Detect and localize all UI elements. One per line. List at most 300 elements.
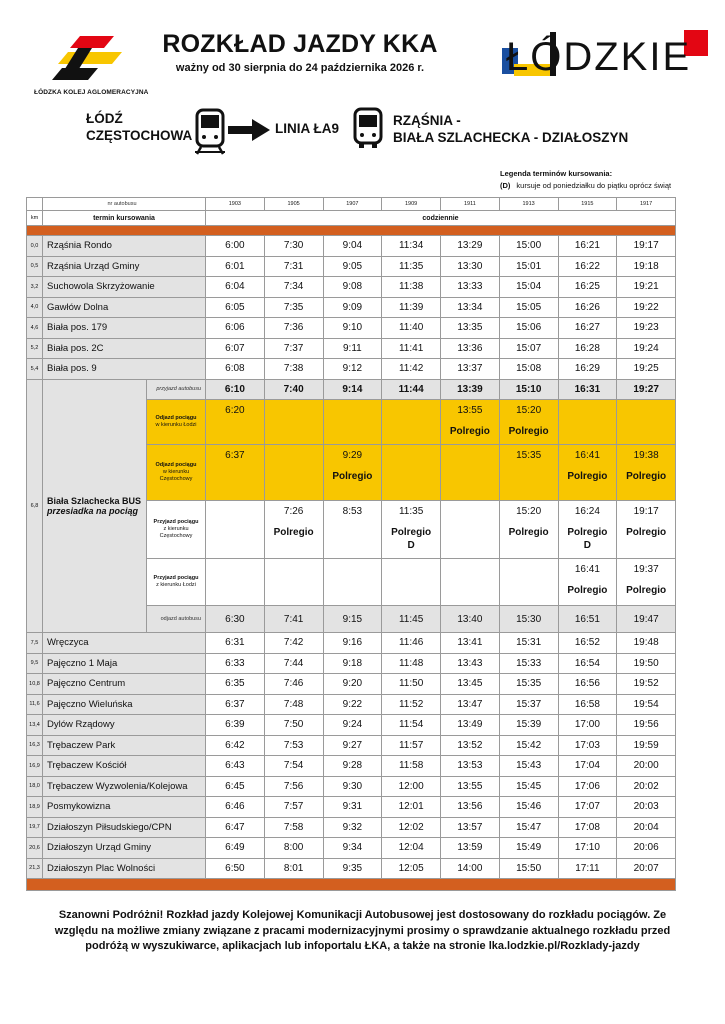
transfer-km: 6,8 [27,379,43,633]
stop-km: 10,8 [27,674,43,695]
departure-time: 13:33 [441,277,500,298]
bus-arrival-row [27,379,676,400]
departure-time: 19:48 [617,633,676,654]
stop-row [27,633,676,654]
departure-time: 12:05 [382,858,441,879]
departure-time: 15:50 [499,858,558,879]
stop-row [27,817,676,838]
departure-time: 13:52 [441,735,500,756]
departure-time: 16:52 [558,633,617,654]
departure-time: 7:31 [264,256,323,277]
departure-time: 6:04 [206,277,265,298]
route-line-number: LINIA ŁA9 [275,121,339,136]
departure-time: 16:27 [558,318,617,339]
arrow-right-icon [228,119,270,141]
stop-name: Pajęczno 1 Maja [43,653,206,674]
departure-time: 9:27 [323,735,382,756]
spacer [324,576,382,584]
stop-km: 4,6 [27,318,43,339]
departure-time: 13:41 [441,633,500,654]
departure-time: 15:05 [499,297,558,318]
departure-time: 17:10 [558,838,617,859]
train-time-stack [500,400,558,438]
stop-name: Pajęczno Wieluńska [43,694,206,715]
train-time-stack [324,400,382,438]
timetable [26,197,676,891]
stop-row [27,674,676,695]
departure-time: 9:31 [323,797,382,818]
departure-time: 13:57 [441,817,500,838]
departure-time: 7:35 [264,297,323,318]
departure-time: 19:22 [617,297,676,318]
spacer [617,417,675,425]
train-term-code [206,539,264,552]
departure-time: 16:25 [558,277,617,298]
stop-km: 5,2 [27,338,43,359]
departure-time: 15:46 [499,797,558,818]
departure-time: 11:52 [382,694,441,715]
train-operator: Polregio [626,585,667,596]
departure-time: 11:35 [382,256,441,277]
departure-time: 15:00 [499,236,558,257]
term-row [27,211,676,226]
departure-time: 15:08 [499,359,558,380]
departure-time: 6:05 [206,297,265,318]
departure-time: 7:56 [264,776,323,797]
departure-time: 16:54 [558,653,617,674]
spacer [441,462,499,470]
bus-arrival-time: 9:14 [323,379,382,400]
train-time-cell [558,501,617,559]
orange-bar [27,226,676,236]
train-time-cell [382,400,441,445]
departure-time: 17:06 [558,776,617,797]
stop-row [27,756,676,777]
train-time-cell [499,501,558,559]
train-time-stack [441,501,499,552]
train-time-stack [441,400,499,438]
stop-km: 4,0 [27,297,43,318]
train-time-cell [323,445,382,501]
train-operator: Polregio [273,527,314,538]
train-time-stack [559,559,617,597]
spacer [206,576,264,584]
train-time [324,563,382,576]
departure-time: 11:58 [382,756,441,777]
spacer [382,462,440,470]
bus-departure-time: 7:41 [264,606,323,633]
departure-time: 16:22 [558,256,617,277]
legend-entry [500,181,671,190]
departure-time: 8:01 [264,858,323,879]
route-to-line1: RZĄŚNIA - [393,113,461,128]
departure-time: 7:46 [264,674,323,695]
train-term-code [265,539,323,552]
departure-time: 19:23 [617,318,676,339]
orange-bar-bottom [27,879,676,891]
train-time: 11:35 [398,506,424,517]
train-time [265,449,323,462]
spacer [382,576,440,584]
route-to [393,112,628,146]
dep_cz-label-sub: w kierunku Częstochowy [159,469,193,482]
train-time: 8:53 [342,506,363,517]
stop-km: 0,0 [27,236,43,257]
departure-time: 6:07 [206,338,265,359]
bus-departure-time: 11:45 [382,606,441,633]
train-time-stack [617,445,675,483]
train-time-cell [382,559,441,606]
spacer [500,462,558,470]
departure-time: 7:50 [264,715,323,736]
departure-time: 17:07 [558,797,617,818]
train-operator: Polregio [391,527,432,538]
stop-name: Działoszyn Urząd Gminy [43,838,206,859]
spacer [324,462,382,470]
train-time-stack [500,445,558,483]
departure-time: 9:10 [323,318,382,339]
train-time [382,404,440,417]
departure-time: 7:58 [264,817,323,838]
spacer [559,576,617,584]
train-operator: Polregio [567,585,608,596]
bus-departure-time: 16:51 [558,606,617,633]
departure-time: 13:47 [441,694,500,715]
train-time: 15:20 [516,405,542,416]
departure-time: 7:42 [264,633,323,654]
stop-name: Działoszyn Plac Wolności [43,858,206,879]
bus-number: 1911 [441,198,500,211]
train-operator: Polregio [626,527,667,538]
train-operator [206,526,264,539]
spacer [500,576,558,584]
departure-time: 12:02 [382,817,441,838]
arr_lodz-label [147,559,206,606]
departure-time: 7:34 [264,277,323,298]
spacer [559,462,617,470]
departure-time: 19:52 [617,674,676,695]
departure-time: 9:20 [323,674,382,695]
stop-name: Trębaczew Park [43,735,206,756]
stop-row [27,715,676,736]
train-time-cell [617,400,676,445]
dep_lodz-label [147,400,206,445]
bus-arrival-time: 16:31 [558,379,617,400]
stop-km: 5,4 [27,359,43,380]
train-operator [500,470,558,483]
bus-number: 1907 [323,198,382,211]
bus-arrival-time: 19:27 [617,379,676,400]
train-operator [441,470,499,483]
route-from-line1: ŁÓDŹ [86,111,123,126]
departure-time: 14:00 [441,858,500,879]
departure-time: 16:28 [558,338,617,359]
departure-time: 9:08 [323,277,382,298]
stop-km: 3,2 [27,277,43,298]
train-time-cell [558,400,617,445]
blank-cell [27,198,43,211]
bus-departure-time: 13:40 [441,606,500,633]
stop-name: Gawłów Dolna [43,297,206,318]
train-time: 15:20 [516,506,542,517]
departure-time: 16:58 [558,694,617,715]
train-term-code [617,539,675,552]
route-to-line2: BIAŁA SZLACHECKA - DZIAŁOSZYN [393,130,629,145]
departure-time: 9:28 [323,756,382,777]
train-time-cell [323,501,382,559]
departure-time: 9:16 [323,633,382,654]
departure-time: 19:56 [617,715,676,736]
train-time-stack [559,400,617,438]
spacer [265,576,323,584]
train-time [382,563,440,576]
region-logo-text: ŁÓDZKIE [506,35,692,79]
train-time-stack [500,559,558,597]
train-operator [382,470,440,483]
departure-time: 6:43 [206,756,265,777]
departure-time: 13:56 [441,797,500,818]
train-time-cell [558,559,617,606]
departure-time: 7:37 [264,338,323,359]
train-operator [382,425,440,438]
route-from [86,110,192,144]
departure-time: 20:03 [617,797,676,818]
departure-time: 6:47 [206,817,265,838]
departure-time: 13:55 [441,776,500,797]
spacer [382,518,440,526]
departure-time: 12:00 [382,776,441,797]
train-term-code: D [407,540,415,551]
train-time-stack [441,559,499,597]
arr_cz-label [147,501,206,559]
spacer [324,518,382,526]
departure-time: 11:50 [382,674,441,695]
departure-time: 9:11 [323,338,382,359]
train-time-cell [558,445,617,501]
spacer [441,518,499,526]
train-time-cell [382,501,441,559]
train-time-stack [265,445,323,483]
departure-time: 9:30 [323,776,382,797]
train-operator [265,584,323,597]
stop-km: 7,5 [27,633,43,654]
train-operator [382,584,440,597]
train-time [265,563,323,576]
train-operator: Polregio [567,471,608,482]
departure-time: 19:54 [617,694,676,715]
bus-arrival-label: przyjazd autobusu [147,379,206,400]
legend-code: (D) [500,181,511,190]
train-time: 13:55 [457,405,483,416]
train-time-cell [206,559,265,606]
departure-time: 6:31 [206,633,265,654]
departure-time: 7:44 [264,653,323,674]
train-term-code: D [583,540,591,551]
stop-km: 19,7 [27,817,43,838]
arr_lodz-label-main: Przyjazd pociągu [153,575,199,581]
train-time-cell [441,445,500,501]
departure-time: 9:35 [323,858,382,879]
train-time: 16:41 [574,450,600,461]
spacer [382,417,440,425]
bus-arrival-time: 6:10 [206,379,265,400]
stop-row [27,297,676,318]
term-header: termin kursowania [43,211,206,226]
departure-time: 9:18 [323,653,382,674]
train-time [265,404,323,417]
dep_cz-label-main: Odjazd pociągu [155,462,197,468]
spacer [265,417,323,425]
stop-km: 21,3 [27,858,43,879]
operator-name: ŁÓDZKA KOLEJ AGLOMERACYJNA [34,89,149,96]
departure-time: 6:37 [206,694,265,715]
train-time-stack [617,400,675,438]
departure-time: 7:53 [264,735,323,756]
departure-time: 12:04 [382,838,441,859]
dep_cz-label [147,445,206,501]
departure-time: 15:42 [499,735,558,756]
train-operator [206,425,264,438]
departure-time: 20:04 [617,817,676,838]
train-time-stack [324,559,382,597]
train-time-cell [382,445,441,501]
train-time: 16:41 [574,564,600,575]
transfer-stop-note: przesiadka na pociąg [47,505,139,516]
departure-time: 16:29 [558,359,617,380]
passenger-notice: Szanowni Podróżni! Rozkład jazdy Kolejowej Komunikacji Autobusowej jest dostosowany do rozkładu pociągów. Ze względu na możliwe zmiany związane z pracami modernizacyjnymi prosimy o sprawdzanie aktualnego rozkładu przed podróżą w wyszukiwarce, aplikacjach lub infoportalu ŁKA, a także na stronie lka.lodzkie.pl/Rozklady-jazdy [54,909,671,952]
bus-number: 1915 [558,198,617,211]
departure-time: 6:45 [206,776,265,797]
departure-time: 17:00 [558,715,617,736]
train-time-stack [324,445,382,483]
stop-name: Trębaczew Kościół [43,756,206,777]
departure-time: 11:57 [382,735,441,756]
departure-time: 11:41 [382,338,441,359]
spacer [206,417,264,425]
page-title: ROZKŁAD JAZDY KKA [162,30,438,58]
stop-km: 0,5 [27,256,43,277]
departure-time: 19:25 [617,359,676,380]
departure-time: 13:45 [441,674,500,695]
train-time: 16:24 [574,506,600,517]
departure-time: 6:00 [206,236,265,257]
train-time: 6:37 [225,450,245,461]
stop-km: 11,6 [27,694,43,715]
validity-subtitle: ważny od 30 sierpnia do 24 października 2026 r. [175,62,425,74]
departure-time: 11:38 [382,277,441,298]
train-time [559,404,617,417]
dep_lodz-label-sub: w kierunku Łodzi [155,422,197,428]
train-time: 9:29 [342,450,363,461]
stop-km: 16,9 [27,756,43,777]
stop-km: 16,3 [27,735,43,756]
train-time-cell [617,445,676,501]
transfer-stop [43,379,147,633]
bus-departure-time: 6:30 [206,606,265,633]
train-time-stack [617,559,675,597]
departure-time: 7:57 [264,797,323,818]
departure-time: 15:01 [499,256,558,277]
train-time: 19:37 [633,564,659,575]
departure-time: 19:59 [617,735,676,756]
stop-row [27,858,676,879]
bus-departure-time: 15:30 [499,606,558,633]
train-time: 7:26 [283,506,304,517]
separator [27,226,676,236]
train-operator: Polregio [508,527,549,538]
train-icon [195,107,225,155]
train-time-cell [206,400,265,445]
stop-row [27,318,676,339]
train-time-stack [265,559,323,597]
departure-time: 9:32 [323,817,382,838]
train-time: 19:17 [633,506,659,517]
train-operator [441,584,499,597]
departure-time: 7:36 [264,318,323,339]
lodzkie-logo [500,24,710,79]
stop-km: 9,5 [27,653,43,674]
bus-number-row [27,198,676,211]
departure-time: 19:21 [617,277,676,298]
departure-time: 7:30 [264,236,323,257]
train-time-cell [323,400,382,445]
stop-row [27,776,676,797]
train-time [206,563,264,576]
bus-departure-label: odjazd autobusu [147,606,206,633]
stop-row [27,694,676,715]
legend-description: kursuje od poniedziałku do piątku oprócz świąt [516,181,672,190]
departure-time: 13:37 [441,359,500,380]
stop-name: Biała pos. 179 [43,318,206,339]
stop-row [27,236,676,257]
train-time-cell [499,400,558,445]
departure-time: 17:11 [558,858,617,879]
departure-time: 11:54 [382,715,441,736]
lka-logo [52,30,132,90]
arr_cz-label-main: Przyjazd pociągu [153,519,199,525]
departure-time: 6:35 [206,674,265,695]
departure-time: 7:48 [264,694,323,715]
departure-time: 6:01 [206,256,265,277]
bus-arrival-time: 15:10 [499,379,558,400]
departure-time: 20:00 [617,756,676,777]
bus-number: 1905 [264,198,323,211]
train-time-cell [323,559,382,606]
spacer [617,518,675,526]
train-operator [206,470,264,483]
departure-time: 11:39 [382,297,441,318]
departure-time: 11:42 [382,359,441,380]
stop-row [27,797,676,818]
spacer [206,462,264,470]
stop-name: Działoszyn Piłsudskiego/CPN [43,817,206,838]
train-time-cell [499,445,558,501]
stop-km: 18,9 [27,797,43,818]
departure-time: 15:37 [499,694,558,715]
departure-time: 16:26 [558,297,617,318]
departure-time: 17:03 [558,735,617,756]
train-time-cell [206,501,265,559]
departure-time: 20:02 [617,776,676,797]
spacer [617,462,675,470]
departure-time: 13:30 [441,256,500,277]
departure-time: 15:07 [499,338,558,359]
departure-time: 6:39 [206,715,265,736]
departure-time: 13:36 [441,338,500,359]
train-time-stack [206,445,264,483]
stop-row [27,735,676,756]
train-time: 19:38 [633,450,659,461]
